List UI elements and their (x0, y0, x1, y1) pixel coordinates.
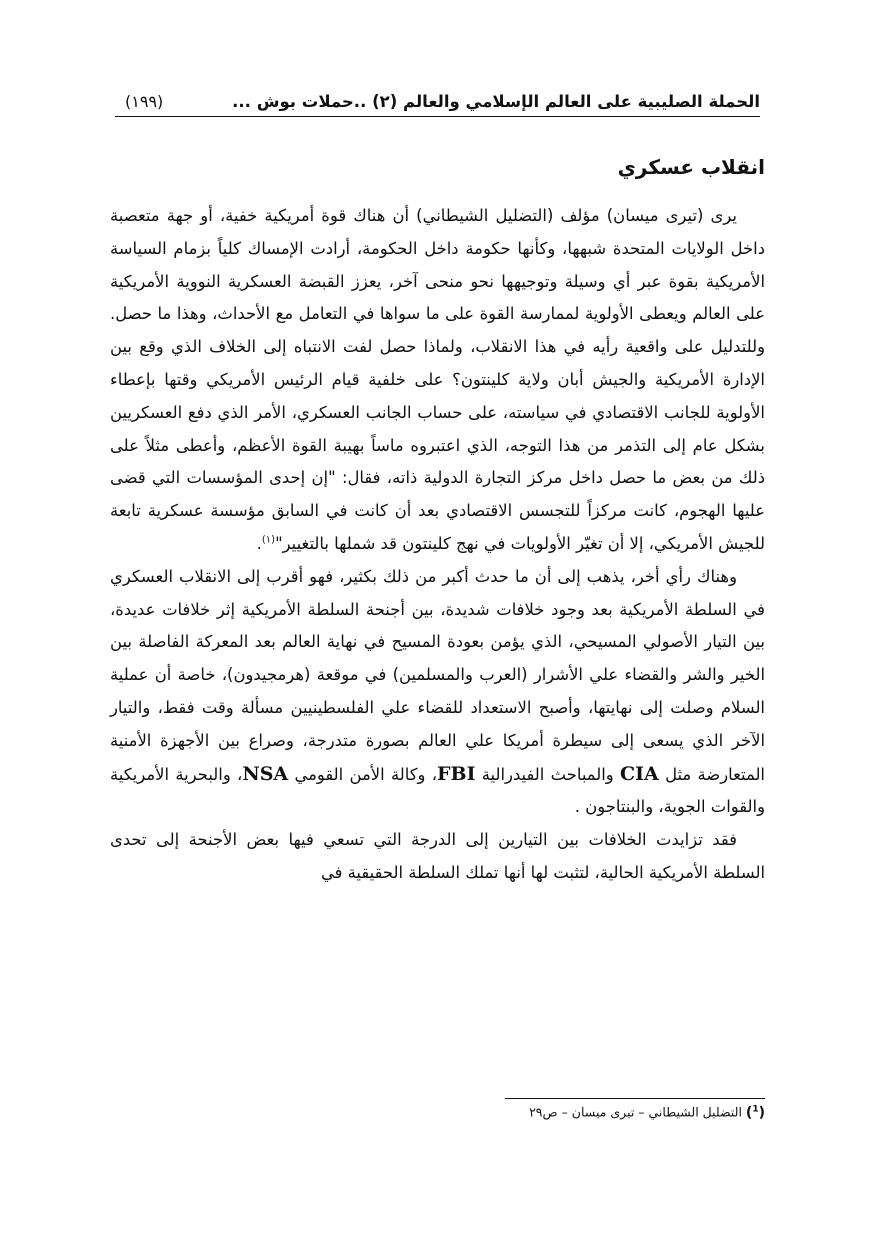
running-title: الحملة الصليبية على العالم الإسلامي والعالم (٢) ..حملات بوش ... (232, 91, 760, 111)
body-text (110, 200, 765, 890)
paragraph-1-end: . (256, 533, 262, 553)
footnote-text: التضليل الشيطاني – تيرى ميسان – ص٢٩ (529, 1104, 742, 1120)
acronym-nsa: NSA (242, 762, 289, 785)
paragraph-2-text-d: ، والبحرية الأمريكية والقوات الجوية، والبنتاجون . (110, 764, 765, 817)
paragraph-2 (110, 561, 765, 824)
paragraph-3-text: فقد تزايدت الخلافات بين التيارين إلى الدرجة التي تسعي فيها بعض الأجنحة إلى تحدى السلطة الأمريكية الحالية، لتثبت لها أنها تملك السلطة الحقيقية في (110, 830, 765, 882)
running-header (115, 86, 760, 117)
paragraph-2-text-b: والمباحث الفيدرالية (475, 764, 621, 784)
footnote-separator (505, 1098, 765, 1099)
footnote-mark (746, 1105, 765, 1121)
page-number: (١٩٩) (125, 91, 164, 111)
paragraph-2-text-a: وهناك رأي أخر، يذهب إلى أن ما حدث أكبر من ذلك بكثير، فهو أقرب إلى الانقلاب العسكري في السلطة الأمريكية بعد وجود خلافات شديدة، بين أجنحة السلطة الأمريكية إثر خلافات عديدة، بين التيار الأصولي المسيحي، الذي يؤمن بعودة المسيح في نهاية العالم بعد المعركة الفاصلة بين الخير والشر والقضاء علي الأشرار (العرب والمسلمين) في موقعة (هرمجيدون)، خاصة أن عملية السلام وصلت إلى نهايتها، وأصبح الاستعداد للقضاء علي الفلسطينيين مسألة وقت فقط، والتيار الآخر الذي يسعى إلى سيطرة أمريكا علي العالم بصورة متدرجة، وصراع بين الأجهزة الأمنية المتعارضة مثل (110, 566, 765, 784)
paragraph-1 (110, 200, 765, 561)
acronym-cia: CIA (620, 762, 659, 785)
footnote-mark-close: ) (745, 1104, 753, 1121)
paragraph-1-text: يرى (تيرى ميسان) مؤلف (التضليل الشيطاني) أن هناك قوة أمريكية خفية، أو جهة متعصبة داخل الولايات المتحدة شبهها، وكأنها حكومة داخل الحكومة، أرادت الإمساك كلياً بزمام السياسة الأمريكية بقوة عبر أي وسيلة وتوجيهها نحو منحى آخر، يعزز القبضة العسكرية النووية الأمريكية على العالم ويعطى الأولوية لممارسة القوة على ما سواها في التعامل مع الأحداث، وهذا ما حصل. وللتدليل على واقعية رأيه في هذا الانقلاب، ولماذا حصل لفت الانتباه إلى الخلاف الذي وقع بين الإدارة الأمريكية والجيش أبان ولاية كلينتون؟ على خلفية قيام الرئيس الأمريكي وقتها بإعطاء الأولوية للجانب الاقتصادي في سياسته، على حساب الجانب العسكري، الأمر الذي دفع العسكريين بشكل عام إلى التذمر من هذا التوجه، الذي اعتبروه ماساً بهيبة القوة الأعظم، وأعطى مثلاً على ذلك من بعض ما حصل داخل مركز التجارة الدولية ذاته، فقال: "إن إحدى المؤسسات التي قضى عليها الهجوم، كانت مركزاً للتجسس الاقتصادي بعد أن كانت في السابق مؤسسة عسكرية تابعة للجيش الأمريكي، إلا أن تغيّر الأولويات في نهج كلينتون قد شملها بالتغيير" (110, 206, 765, 553)
footnote-mark-open: ( (758, 1104, 765, 1121)
paragraph-3 (110, 824, 765, 890)
footnote-mark-number: 1 (752, 1104, 759, 1114)
footnote-reference[interactable]: (١) (261, 534, 276, 546)
acronym-fbi: FBI (437, 762, 476, 785)
paragraph-2-text-c: ، وكالة الأمن القومي (288, 764, 438, 784)
footnote (529, 1104, 765, 1121)
section-heading: انقلاب عسكري (617, 155, 765, 179)
